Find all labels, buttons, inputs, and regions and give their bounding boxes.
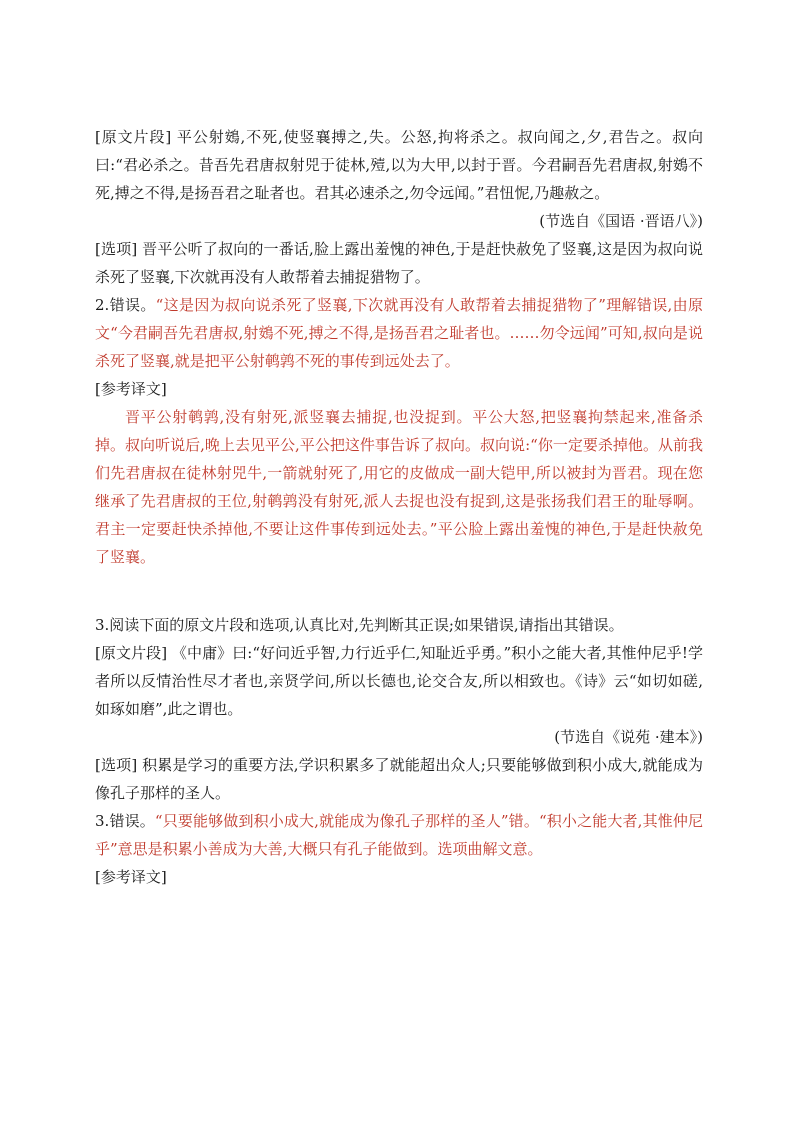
original-text: 《中庸》曰:“好问近乎智,力行近乎仁,知耻近乎勇。”积小之能大者,其惟仲尼乎!学者所以反情治性尽才者也,亲贤学问,所以长德也,论交合友,所以相致也。《诗》云“如切如磋,如琢如磨”,此之谓也。 xyxy=(95,644,703,718)
original-text: 平公射鴳,不死,使竖襄搏之,失。公怒,拘将杀之。叔向闻之,夕,君告之。叔向曰:“君必杀之。昔吾先君唐叔射兕于徒林,殪,以为大甲,以封于晋。今君嗣吾先君唐叔,射鴳不死,搏之不得,是扬吾君之耻者也。君其必速杀之,勿令远闻。”君忸怩,乃趣赦之。 xyxy=(95,128,703,202)
option-label: [选项] xyxy=(95,240,138,258)
answer-2 xyxy=(95,807,703,863)
translation-1: 晋平公射鹌鹑,没有射死,派竖襄去捕捉,也没捉到。平公大怒,把竖襄拘禁起来,准备杀掉。叔向听说后,晚上去见平公,平公把这件事告诉了叔向。叔向说:“你一定要杀掉他。从前我们先君唐叔在徒林射兕牛,一箭就射死了,用它的皮做成一副大铠甲,所以被封为晋君。现在您继承了先君唐叔的王位,射鹌鹑没有射死,派人去捉也没有捉到,这是张扬我们君王的耻辱啊。君主一定要赶快杀掉他,不要让这件事传到远处去。”平公脸上露出羞愧的神色,于是赶快赦免了竖襄。 xyxy=(95,408,703,566)
option-label: [选项] xyxy=(95,756,138,774)
option-text: 晋平公听了叔向的一番话,脸上露出羞愧的神色,于是赶快赦免了竖襄,这是因为叔向说杀死了竖襄,下次就再没有人敢帮着去捕捉猎物了。 xyxy=(95,240,703,286)
document-page xyxy=(95,123,703,891)
source-citation-2: (节选自《说苑 ·建本》) xyxy=(554,728,703,746)
answer-text: “这是因为叔向说杀死了竖襄,下次就再没有人敢帮着去捕捉猎物了”理解错误,由原文“今君嗣吾先君唐叔,射鴳不死,搏之不得,是扬吾君之耻者也。……勿令远闻”可知,叔向是说杀死了竖襄,就是把平公射鹌鹑不死的事传到远处去了。 xyxy=(95,296,703,370)
answer-1 xyxy=(95,291,703,375)
answer-number: 2.错误。 xyxy=(95,296,156,314)
source-citation-1: (节选自《国语 ·晋语八》) xyxy=(539,212,703,230)
answer-number: 3.错误。 xyxy=(95,812,155,830)
option-2 xyxy=(95,751,703,807)
option-1 xyxy=(95,235,703,291)
original-label: [原文片段] xyxy=(95,644,168,662)
option-text: 积累是学习的重要方法,学识积累多了就能超出众人;只要能够做到积小成大,就能成为像孔子那样的圣人。 xyxy=(95,756,703,802)
original-passage-2 xyxy=(95,639,703,723)
reference-label-1: [参考译文] xyxy=(95,380,167,398)
original-passage-1 xyxy=(95,123,703,207)
section-spacer xyxy=(95,571,703,611)
reference-label-2: [参考译文] xyxy=(95,868,167,886)
answer-text: “只要能够做到积小成大,就能成为像孔子那样的圣人”错。“积小之能大者,其惟仲尼乎”意思是积累小善成为大善,大概只有孔子能做到。选项曲解文意。 xyxy=(95,812,704,858)
original-label: [原文片段] xyxy=(95,128,172,146)
question-3: 3.阅读下面的原文片段和选项,认真比对,先判断其正误;如果错误,请指出其错误。 xyxy=(95,616,624,634)
